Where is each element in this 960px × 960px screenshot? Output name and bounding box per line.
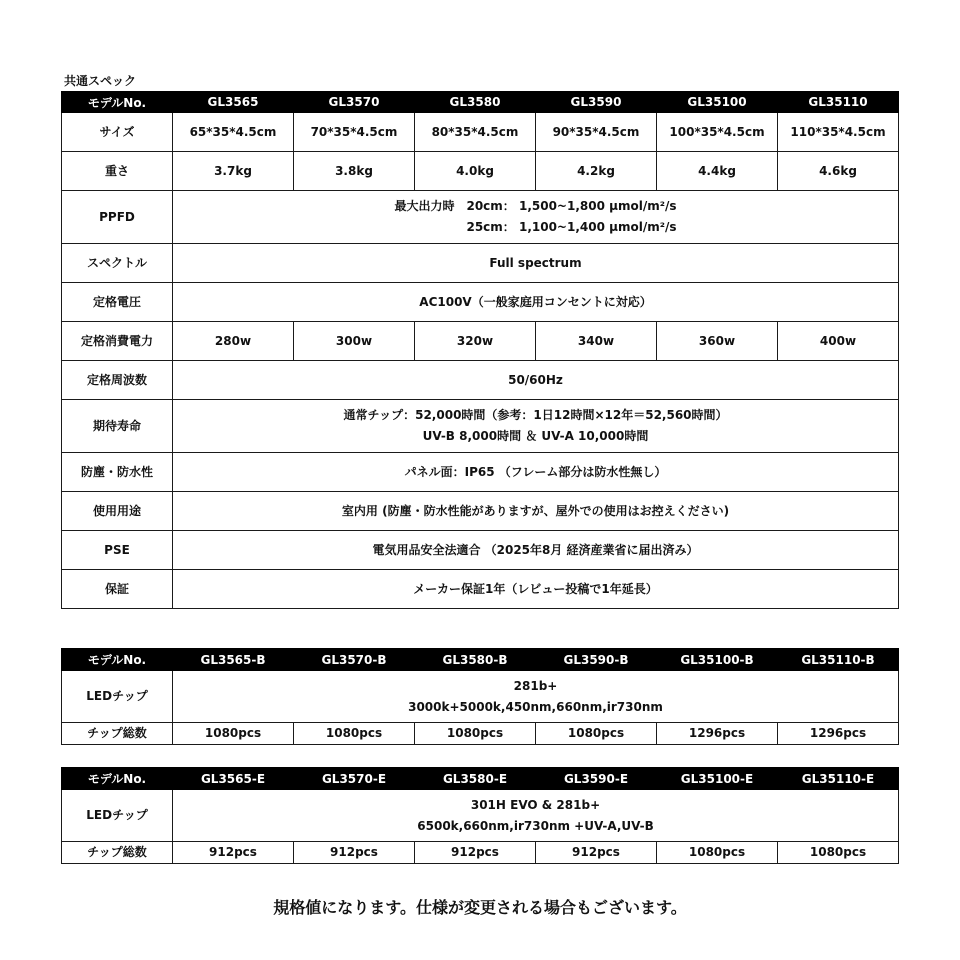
ppfd-value bbox=[173, 191, 899, 244]
e-series-table bbox=[61, 767, 899, 864]
pse-value: 電気用品安全法適合 （2025年8月 経済産業省に届出済み） bbox=[173, 531, 899, 570]
usage-row bbox=[62, 492, 899, 531]
power-cell: 400w bbox=[778, 322, 899, 361]
led-chip-line: 6500k,660nm,ir730nm +UV-A,UV-B bbox=[417, 818, 654, 833]
model-name: GL3590-E bbox=[536, 768, 657, 790]
row-label: 定格消費電力 bbox=[62, 322, 173, 361]
power-cell: 340w bbox=[536, 322, 657, 361]
led-chip-row bbox=[62, 790, 899, 842]
row-label: チップ総数 bbox=[62, 723, 173, 745]
usage-value: 室内用 (防塵・防水性能がありますが、屋外での使用はお控えください) bbox=[173, 492, 899, 531]
power-cell: 300w bbox=[294, 322, 415, 361]
chip-count-cell: 912pcs bbox=[173, 842, 294, 864]
row-label: PSE bbox=[62, 531, 173, 570]
model-name: GL3565-B bbox=[173, 649, 294, 671]
power-row bbox=[62, 322, 899, 361]
ppfd-line: 最大出力時 20cm： 1,500~1,800 μmol/m²/s bbox=[394, 199, 677, 213]
model-header-label: モデルNo. bbox=[62, 768, 173, 790]
size-cell: 90*35*4.5cm bbox=[536, 113, 657, 152]
chip-count-row bbox=[62, 723, 899, 745]
chip-count-cell: 1296pcs bbox=[657, 723, 778, 745]
model-name: GL3590-B bbox=[536, 649, 657, 671]
model-header-row bbox=[62, 92, 899, 113]
model-header-row bbox=[62, 768, 899, 790]
protection-row bbox=[62, 453, 899, 492]
row-label: LEDチップ bbox=[62, 790, 173, 842]
size-row bbox=[62, 113, 899, 152]
row-label: 定格周波数 bbox=[62, 361, 173, 400]
warranty-value: メーカー保証1年（レビュー投稿で1年延長） bbox=[173, 570, 899, 609]
led-chip-line: 3000k+5000k,450nm,660nm,ir730nm bbox=[408, 699, 663, 714]
model-header-label: モデルNo. bbox=[62, 92, 173, 113]
chip-count-cell: 1080pcs bbox=[294, 723, 415, 745]
row-label: 定格電圧 bbox=[62, 283, 173, 322]
weight-cell: 4.4kg bbox=[657, 152, 778, 191]
chip-count-cell: 1080pcs bbox=[415, 723, 536, 745]
row-label: 使用用途 bbox=[62, 492, 173, 531]
model-name: GL35100-E bbox=[657, 768, 778, 790]
ppfd-line: 25cm： 1,100~1,400 μmol/m²/s bbox=[394, 220, 677, 234]
row-label: PPFD bbox=[62, 191, 173, 244]
model-name: GL3580-B bbox=[415, 649, 536, 671]
lifespan-value bbox=[173, 400, 899, 453]
model-name: GL35100 bbox=[657, 92, 778, 113]
size-cell: 100*35*4.5cm bbox=[657, 113, 778, 152]
model-name: GL3580-E bbox=[415, 768, 536, 790]
chip-count-cell: 1080pcs bbox=[536, 723, 657, 745]
led-chip-value bbox=[173, 790, 899, 842]
chip-count-cell: 912pcs bbox=[415, 842, 536, 864]
model-name: GL3565-E bbox=[173, 768, 294, 790]
spec-caption: 共通スペック bbox=[64, 74, 137, 88]
b-series-table bbox=[61, 648, 899, 745]
led-chip-line: 281b+ bbox=[513, 678, 558, 693]
model-header-row bbox=[62, 649, 899, 671]
lifespan-line: 通常チップ：52,000時間（参考：1日12時間×12年＝52,560時間） bbox=[343, 408, 728, 422]
weight-cell: 4.0kg bbox=[415, 152, 536, 191]
chip-count-row bbox=[62, 842, 899, 864]
row-label: LEDチップ bbox=[62, 671, 173, 723]
lifespan-row bbox=[62, 400, 899, 453]
led-chip-value bbox=[173, 671, 899, 723]
footer-note: 規格値になります。仕様が変更される場合もございます。 bbox=[273, 898, 687, 917]
protection-value: パネル面：IP65 （フレーム部分は防水性無し） bbox=[173, 453, 899, 492]
power-cell: 280w bbox=[173, 322, 294, 361]
frequency-row bbox=[62, 361, 899, 400]
row-label: 期待寿命 bbox=[62, 400, 173, 453]
power-cell: 320w bbox=[415, 322, 536, 361]
warranty-row bbox=[62, 570, 899, 609]
model-name: GL3570-E bbox=[294, 768, 415, 790]
weight-cell: 4.6kg bbox=[778, 152, 899, 191]
led-chip-row bbox=[62, 671, 899, 723]
size-cell: 70*35*4.5cm bbox=[294, 113, 415, 152]
chip-count-cell: 1296pcs bbox=[778, 723, 899, 745]
size-cell: 110*35*4.5cm bbox=[778, 113, 899, 152]
row-label: チップ総数 bbox=[62, 842, 173, 864]
chip-count-cell: 1080pcs bbox=[657, 842, 778, 864]
spectrum-value: Full spectrum bbox=[173, 244, 899, 283]
model-name: GL3570-B bbox=[294, 649, 415, 671]
led-chip-line: 301H EVO & 281b+ bbox=[470, 797, 601, 812]
common-spec-table bbox=[61, 91, 899, 609]
power-cell: 360w bbox=[657, 322, 778, 361]
row-label: 防塵・防水性 bbox=[62, 453, 173, 492]
ppfd-row bbox=[62, 191, 899, 244]
voltage-value: AC100V（一般家庭用コンセントに対応） bbox=[173, 283, 899, 322]
spectrum-row bbox=[62, 244, 899, 283]
weight-row bbox=[62, 152, 899, 191]
row-label: サイズ bbox=[62, 113, 173, 152]
weight-cell: 3.8kg bbox=[294, 152, 415, 191]
weight-cell: 4.2kg bbox=[536, 152, 657, 191]
chip-count-cell: 1080pcs bbox=[778, 842, 899, 864]
lifespan-line: UV-B 8,000時間 ＆ UV-A 10,000時間 bbox=[422, 429, 649, 443]
chip-count-cell: 912pcs bbox=[536, 842, 657, 864]
frequency-value: 50/60Hz bbox=[173, 361, 899, 400]
pse-row bbox=[62, 531, 899, 570]
model-name: GL35110 bbox=[778, 92, 899, 113]
chip-count-cell: 912pcs bbox=[294, 842, 415, 864]
size-cell: 65*35*4.5cm bbox=[173, 113, 294, 152]
model-header-label: モデルNo. bbox=[62, 649, 173, 671]
chip-count-cell: 1080pcs bbox=[173, 723, 294, 745]
row-label: 保証 bbox=[62, 570, 173, 609]
row-label: スペクトル bbox=[62, 244, 173, 283]
size-cell: 80*35*4.5cm bbox=[415, 113, 536, 152]
model-name: GL3590 bbox=[536, 92, 657, 113]
model-name: GL35110-B bbox=[778, 649, 899, 671]
model-name: GL3570 bbox=[294, 92, 415, 113]
voltage-row bbox=[62, 283, 899, 322]
weight-cell: 3.7kg bbox=[173, 152, 294, 191]
row-label: 重さ bbox=[62, 152, 173, 191]
model-name: GL3565 bbox=[173, 92, 294, 113]
model-name: GL3580 bbox=[415, 92, 536, 113]
model-name: GL35110-E bbox=[778, 768, 899, 790]
model-name: GL35100-B bbox=[657, 649, 778, 671]
